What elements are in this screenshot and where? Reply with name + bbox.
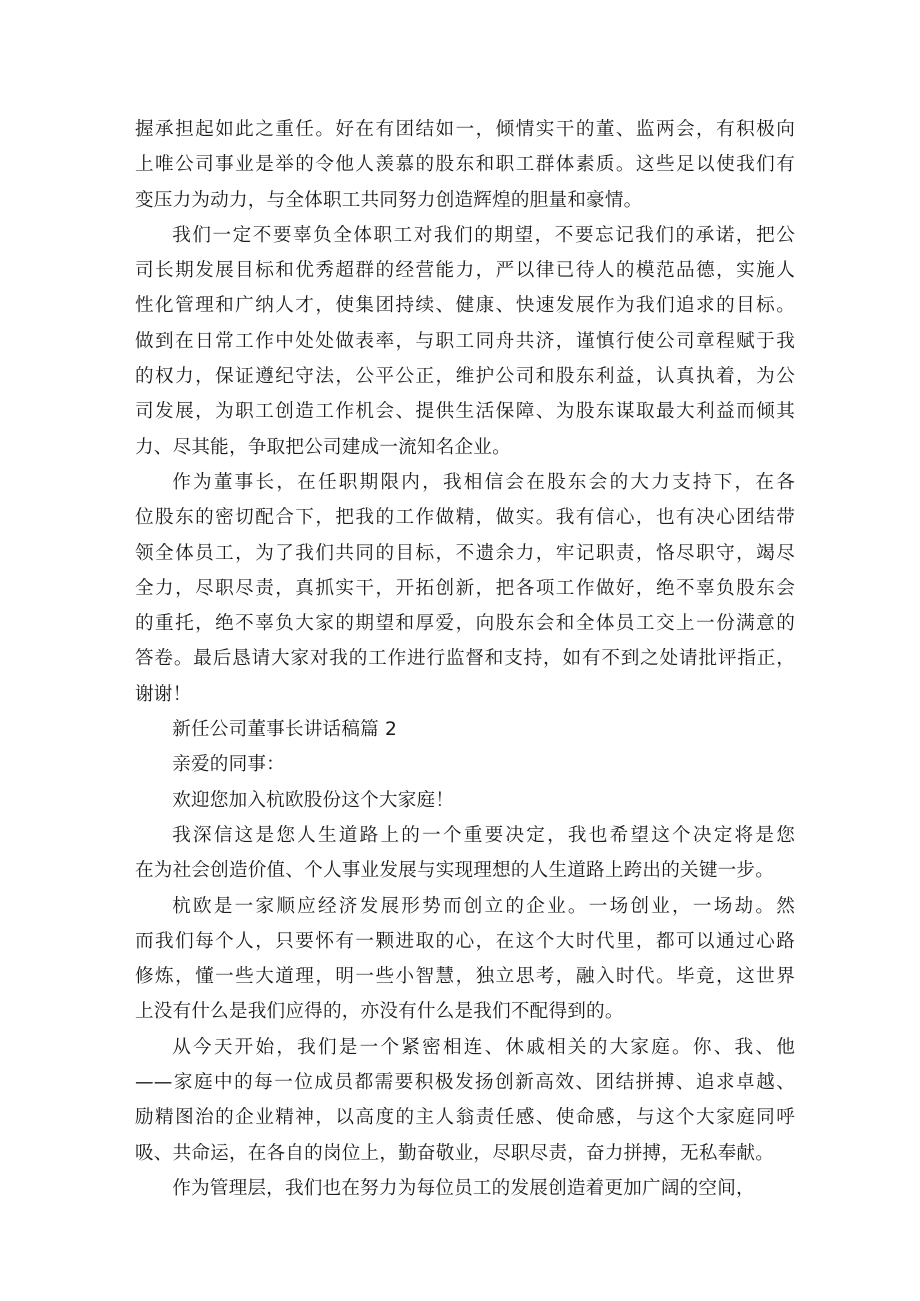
paragraph — [135, 712, 795, 747]
text-line: 我深信这是您人生道路上的一个重要决定，我也希望这个决定将是您 — [172, 824, 795, 846]
paragraph — [135, 1171, 795, 1206]
text-line: 在为社会创造价值、个人事业发展与实现理想的人生道路上跨出的关键一步。 — [135, 860, 774, 882]
text-line: 全力，尽职尽责，真抓实干，开拓创新，把各项工作做好，绝不辜负股东会 — [135, 577, 795, 599]
text-line: 司长期发展目标和优秀超群的经营能力，严以律已待人的模范品德，实施人 — [135, 260, 795, 282]
paragraph — [135, 747, 795, 782]
text-line: 谢谢！ — [135, 683, 192, 705]
text-line: 性化管理和广纳人才，使集团持续、健康、快速发展作为我们追求的目标。 — [135, 295, 795, 317]
paragraph — [135, 818, 795, 889]
text-line: 司发展，为职工创造工作机会、提供生活保障、为股东谋取最大利益而倾其 — [135, 401, 795, 423]
text-line: 励精图治的企业精神，以高度的主人翁责任感、使命感，与这个大家庭同呼 — [135, 1107, 795, 1129]
text-line: 的重托，绝不辜负大家的期望和厚爱，向股东会和全体员工交上一份满意的 — [135, 613, 795, 635]
text-line: 答卷。最后恳请大家对我的工作进行监督和支持，如有不到之处请批评指正， — [135, 648, 795, 670]
text-line: 位股东的密切配合下，把我的工作做精，做实。我有信心，也有决心团结带 — [135, 507, 795, 529]
text-line: 从今天开始，我们是一个紧密相连、休戚相关的大家庭。你、我、他 — [172, 1036, 795, 1058]
text-line: 欢迎您加入杭欧股份这个大家庭！ — [172, 789, 455, 811]
text-line: 亲爱的同事： — [172, 754, 285, 776]
text-line: 我们一定不要辜负全体职工对我们的期望，不要忘记我们的承诺，把公 — [172, 224, 795, 246]
document-body — [135, 112, 795, 1206]
text-line: 而我们每个人，只要怀有一颗进取的心，在这个大时代里，都可以通过心路 — [135, 930, 795, 952]
paragraph — [135, 112, 795, 218]
text-line: ——家庭中的每一位成员都需要积极发扬创新高效、团结拼搏、追求卓越、 — [135, 1072, 795, 1094]
text-line: 上没有什么是我们应得的，亦没有什么是我们不配得到的。 — [135, 1001, 624, 1023]
text-line: 作为管理层，我们也在努力为每位员工的发展创造着更加广阔的空间， — [172, 1177, 755, 1199]
text-line: 领全体员工，为了我们共同的目标，不遗余力，牢记职责，恪尽职守，竭尽 — [135, 542, 795, 564]
paragraph — [135, 1030, 795, 1171]
text-line: 上唯公司事业是举的令他人羡慕的股东和职工群体素质。这些足以使我们有 — [135, 154, 795, 176]
text-line: 新任公司董事长讲话稿篇 2 — [172, 719, 398, 741]
paragraph — [135, 783, 795, 818]
text-line: 杭欧是一家顺应经济发展形势而创立的企业。一场创业，一场劫。然 — [172, 895, 795, 917]
text-line: 变压力为动力，与全体职工共同努力创造辉煌的胆量和豪情。 — [135, 189, 643, 211]
text-line: 力、尽其能，争取把公司建成一流知名企业。 — [135, 436, 511, 458]
paragraph — [135, 218, 795, 465]
paragraph — [135, 465, 795, 712]
text-line: 修炼，懂一些大道理，明一些小智慧，独立思考，融入时代。毕竟，这世界 — [135, 966, 795, 988]
text-line: 作为董事长，在任职期限内，我相信会在股东会的大力支持下，在各 — [172, 471, 795, 493]
text-line: 做到在日常工作中处处做表率，与职工同舟共济，谨慎行使公司章程赋于我 — [135, 330, 795, 352]
text-line: 吸、共命运，在各自的岗位上，勤奋敬业，尽职尽责，奋力拼搏，无私奉献。 — [135, 1142, 774, 1164]
paragraph — [135, 889, 795, 1030]
text-line: 握承担起如此之重任。好在有团结如一，倾情实干的董、监两会，有积极向 — [135, 119, 795, 140]
text-line: 的权力，保证遵纪守法，公平公正，维护公司和股东利益，认真执着，为公 — [135, 366, 795, 388]
